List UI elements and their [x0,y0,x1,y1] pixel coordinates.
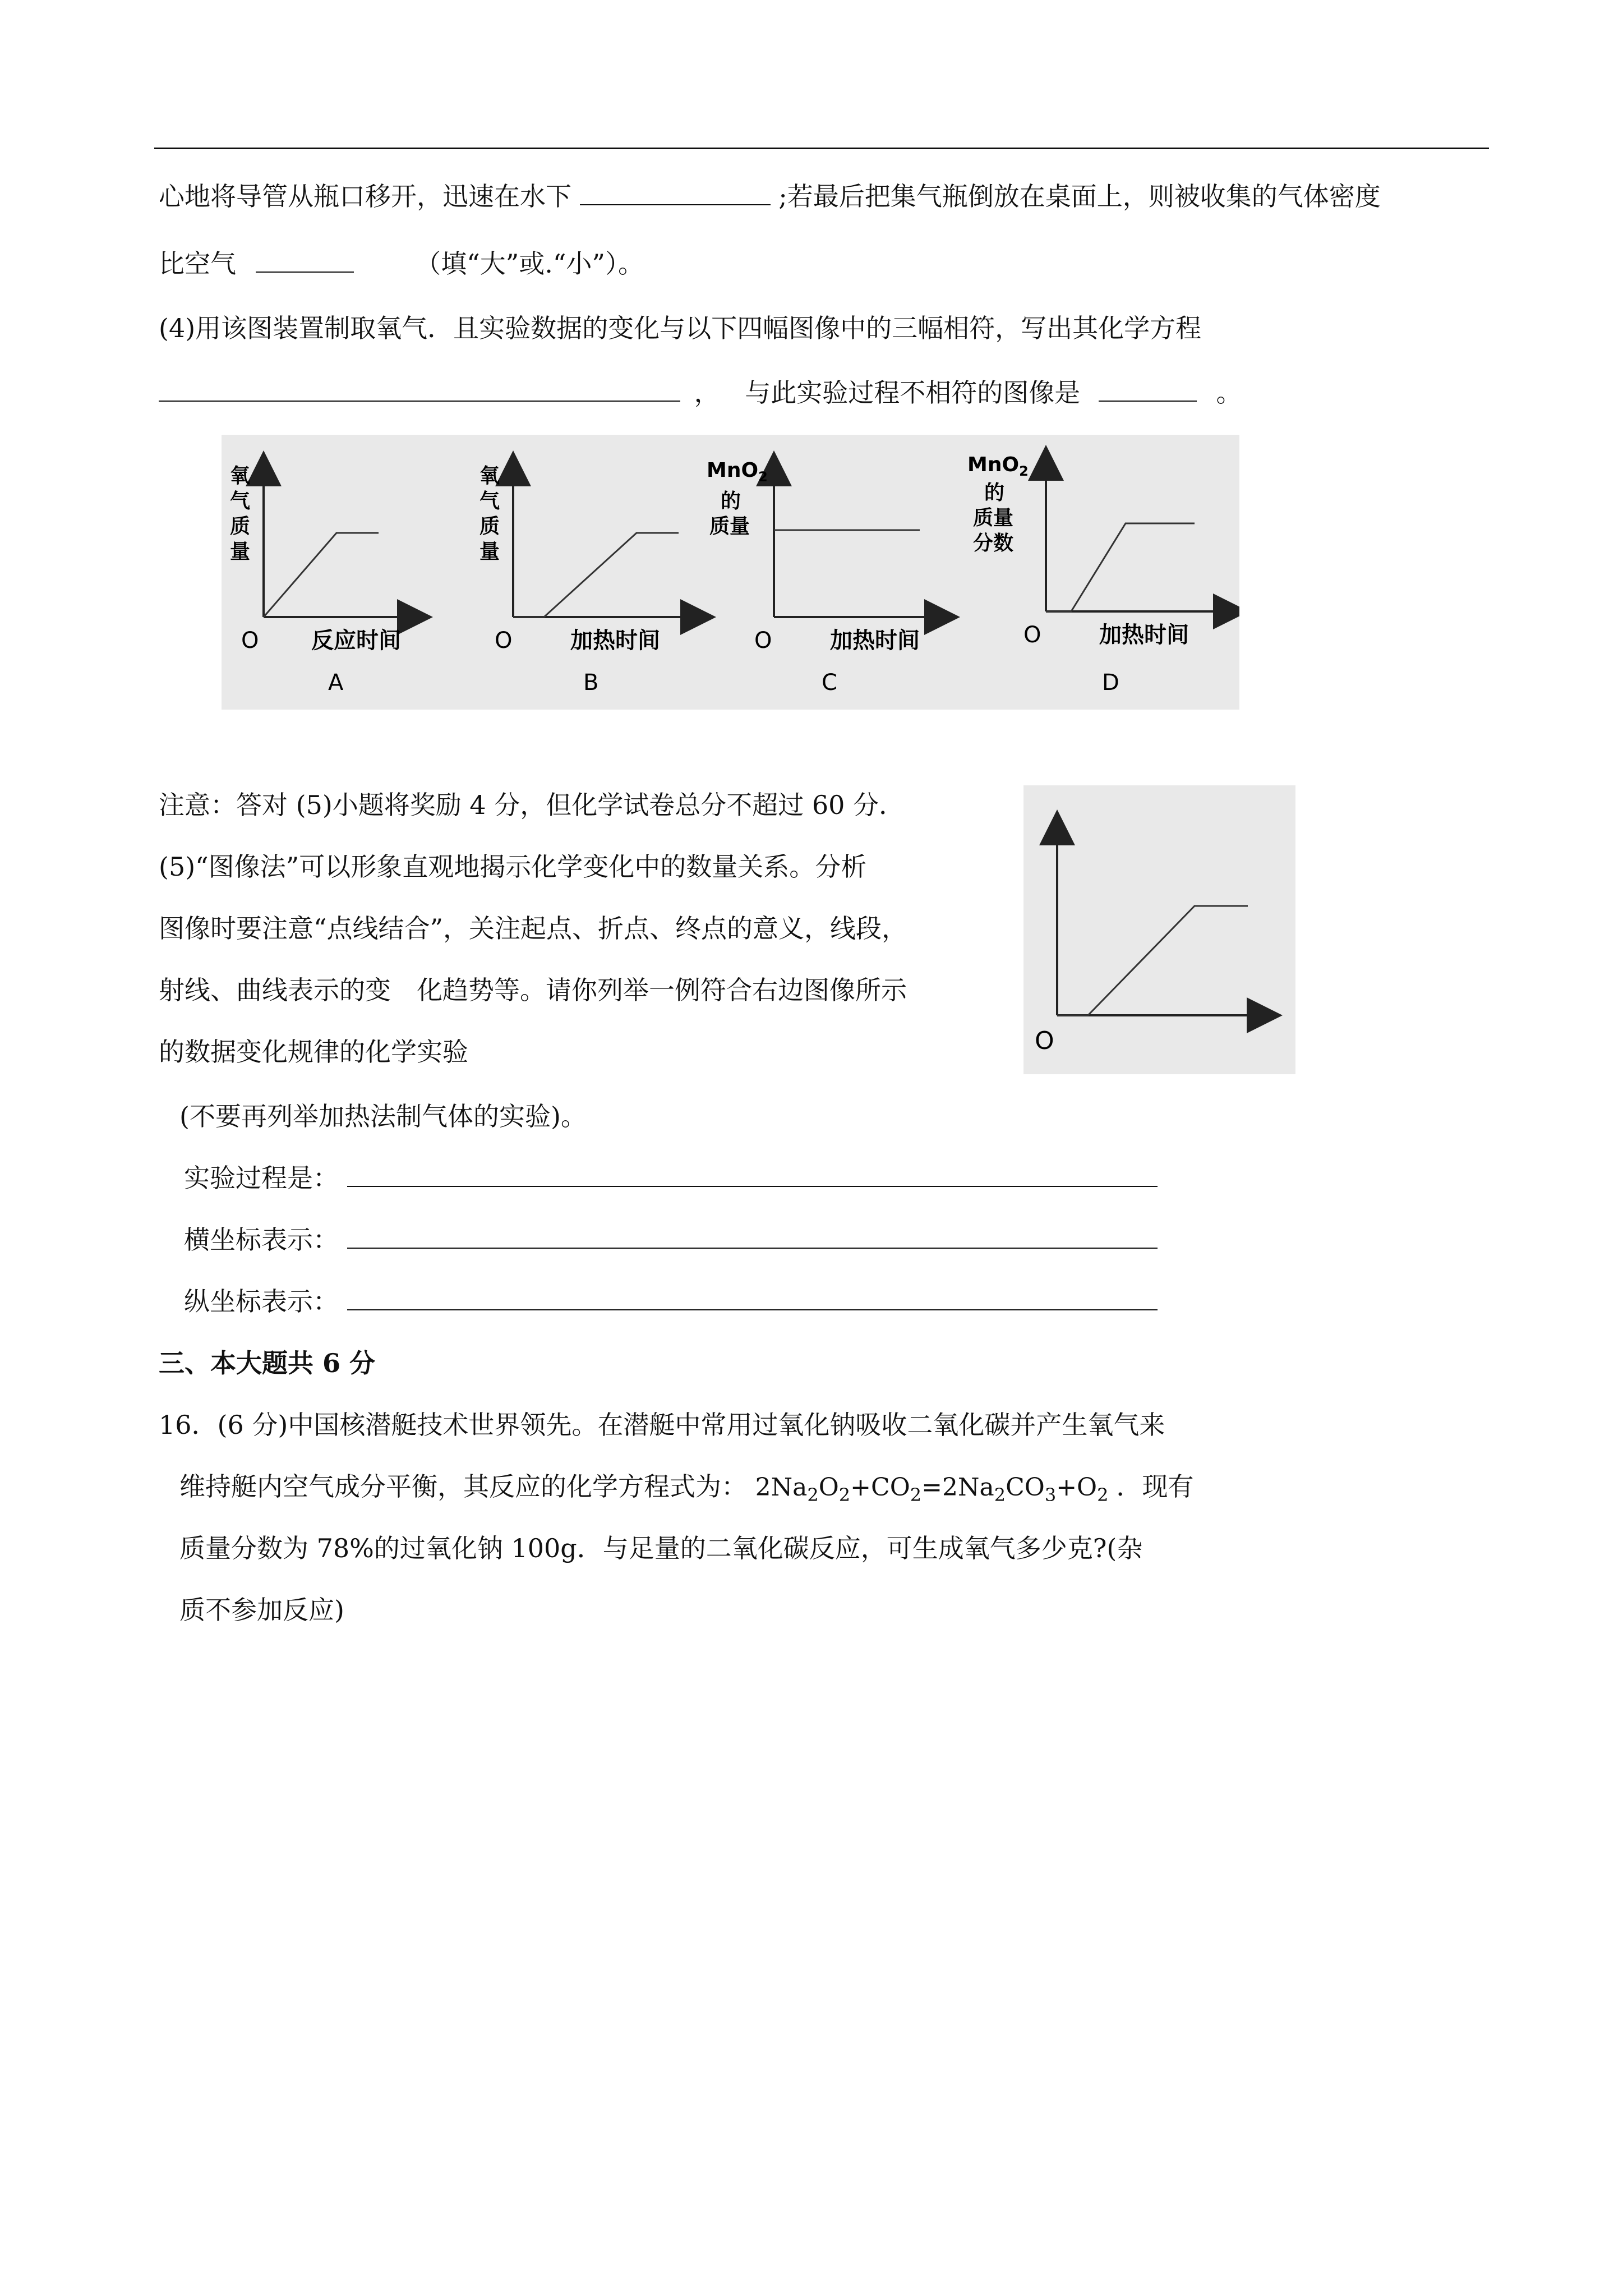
four-graphs-figure [222,435,1239,710]
section-3-heading [159,1346,375,1380]
graph-b-ylabel-4: 量 [479,540,500,563]
answer-blank-2[interactable] [256,247,354,273]
text-line-1 [159,180,1381,213]
graph-d-origin: O [1023,622,1041,648]
four-graphs-svg [222,435,1239,710]
question-5-text: (5)“图像法”可以形象直观地揭示化学变化中的数量关系。分析 [159,852,867,882]
experiment-process-blank[interactable] [347,1161,1158,1187]
question-5-text: 射线、曲线表示的变 化趋势等。请你列举一例符合右边图像所示 [159,975,907,1005]
text-segment: ;若最后把集气瓶倒放在桌面上，则被收集的气体密度 [778,181,1381,211]
y-axis-meaning-blank[interactable] [347,1285,1158,1310]
section-title: 三、本大题共 6 分 [159,1348,376,1378]
q5-line-1 [159,850,866,884]
side-graph-origin: O [1035,1027,1054,1055]
question-16-text: 质量分数为 78%的过氧化钠 100g．与足量的二氧化碳反应，可生成氧气多少克?(杂 [179,1533,1143,1563]
bonus-note: 注意：答对 (5)小题将奖励 4 分，但化学试卷总分不超过 60 分． [159,790,905,820]
question-4-text: (4)用该图装置制取氧气．且实验数据的变化与以下四幅图像中的三幅相符，写出其化学方程 [159,313,1202,343]
question-5-text: 图像时要注意“点线结合”，关注起点、折点、终点的意义，线段， [159,913,908,944]
graph-a-ylabel-1: 氧 [230,464,251,487]
graph-b-ylabel-1: 氧 [479,464,500,487]
graph-a-letter: A [328,670,344,696]
chemical-equation: $2Na_2O_2+CO_2=2Na_2CO_3+O_2$ [755,1473,1109,1506]
experiment-process-line [184,1161,1158,1195]
graph-b [479,464,698,696]
graph-b-ylabel-3: 质 [479,515,500,538]
y-axis-meaning-line [184,1285,1158,1318]
q16-line-3 [179,1531,1142,1565]
graph-c-ylabel-2: 的 [721,490,741,513]
experiment-process-label: 实验过程是： [184,1163,339,1193]
question-16-text: 质不参加反应) [179,1595,344,1625]
graph-d-curve [1046,523,1195,611]
graph-c-letter: C [822,670,837,696]
text-line-4 [159,376,1242,409]
question-16-text: ．现有 [1116,1471,1194,1502]
graph-c-ylabel-1: MnO$_2$ [707,459,768,485]
text-line-2 [159,247,644,280]
graph-d-ylabel-1: MnO$_2$ [967,453,1029,479]
text-segment: 比空气 [159,249,236,279]
x-axis-meaning-blank[interactable] [347,1223,1158,1249]
x-axis-meaning-label: 横坐标表示： [184,1225,339,1255]
graph-c-origin: O [754,628,772,654]
q5-line-2 [159,912,907,945]
note-line [159,788,905,822]
graph-d-xlabel: 加热时间 [1099,622,1189,648]
header-rule [154,148,1489,149]
graph-c [707,459,942,696]
graph-answer-blank[interactable] [1099,376,1197,402]
graph-a-ylabel-3: 质 [230,515,251,538]
graph-c-ylabel-3: 质量 [709,515,750,538]
graph-a-ylabel-2: 气 [230,490,251,513]
graph-a-ylabel-4: 量 [230,540,251,563]
q16-line-1 [159,1408,1165,1442]
graph-a-xlabel: 反应时间 [311,628,401,654]
x-axis-meaning-line [184,1223,1158,1257]
graph-b-curve [513,533,679,617]
graph-c-xlabel: 加热时间 [830,628,920,654]
q5-line-5 [179,1099,587,1133]
q5-line-4 [159,1035,468,1069]
graph-a-origin: O [241,628,259,654]
question-16-text: 维持艇内空气成分平衡，其反应的化学方程式为： [179,1471,747,1502]
graph-d [967,453,1231,696]
text-line-3 [159,311,1201,345]
question-16-text: 16．(6 分)中国核潜艇技术世界领先。在潜艇中常用过氧化钠吸收二氧化碳并产生氧气来 [159,1410,1165,1440]
text-segment: 与此实验过程不相符的图像是 [745,378,1081,408]
graph-a-curve [264,533,379,617]
graph-d-ylabel-3: 质量 [973,507,1014,530]
side-graph-svg [1023,785,1295,1074]
equation-answer-blank[interactable] [159,376,680,402]
side-graph-figure [1023,785,1295,1074]
q5-line-3 [159,973,907,1007]
answer-blank-1[interactable] [580,180,771,205]
question-5-text: 的数据变化规律的化学实验 [159,1037,468,1067]
graph-b-xlabel: 加热时间 [570,628,660,654]
q16-line-4 [179,1593,344,1627]
question-5-text: (不要再列举加热法制气体的实验)。 [179,1101,587,1131]
y-axis-meaning-label: 纵坐标表示： [184,1286,339,1317]
side-graph-curve [1057,906,1248,1015]
graph-b-letter: B [583,670,599,696]
graph-d-letter: D [1102,670,1119,696]
text-segment: （填“大”或.“小”）。 [415,249,644,279]
graph-a [230,464,415,696]
graph-b-origin: O [495,628,513,654]
graph-b-ylabel-2: 气 [479,490,500,513]
graph-d-ylabel-2: 的 [984,481,1005,504]
graph-d-ylabel-4: 分数 [973,532,1014,555]
text-segment: ， [694,378,720,408]
text-segment: 。 [1216,378,1242,408]
q16-line-2 [179,1470,1194,1512]
text-segment: 心地将导管从瓶口移开，迅速在水下 [159,181,571,211]
